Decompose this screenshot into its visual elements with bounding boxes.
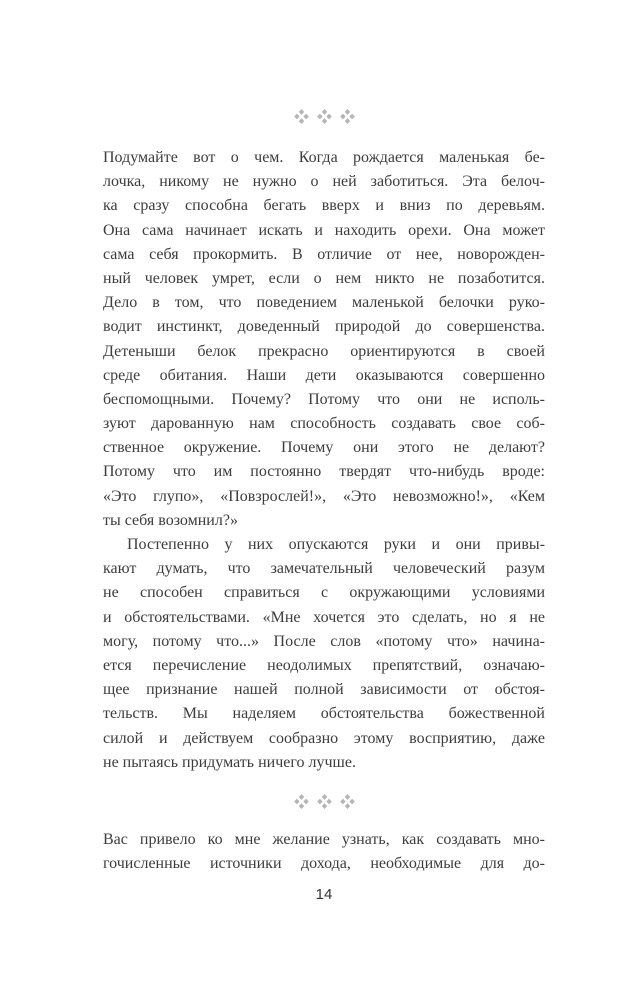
text-line: Постепенно у них опускаются руки и они привы- (127, 536, 545, 553)
diamond-quatrefoil-icon (317, 109, 332, 124)
text-line: не пытаясь придумать ничего лучше. (103, 753, 356, 771)
text-line: ты себя возомнил?» (103, 511, 238, 529)
diamond-quatrefoil-icon (340, 794, 355, 809)
body-paragraph (103, 146, 545, 533)
text-line: Потому что им постоянно твердят что-нибудь вроде: (103, 463, 545, 481)
text-line: гочисленные источники дохода, необходимые для до- (103, 855, 545, 873)
diamond-quatrefoil-icon (294, 109, 309, 124)
text-line: ственное окружение. Почему они этого не делают? (103, 439, 545, 457)
text-line: сама себя прокормить. В отличие от нее, новорожден- (103, 245, 545, 263)
text-line: кают думать, что замечательный человеческий разум (103, 560, 545, 578)
text-line: силой и действуем сообразно этому восприятию, даже (103, 729, 545, 747)
body-paragraph (103, 533, 545, 775)
diamond-quatrefoil-icon (317, 794, 332, 809)
text-line: беспомощными. Почему? Потому что они не исполь- (103, 390, 545, 408)
text-line: могу, потому что...» После слов «потому что» начина- (103, 632, 545, 650)
text-line: зуют дарованную нам способность создавать свое соб- (103, 415, 545, 433)
text-line: Детеныши белок прекрасно ориентируются в своей (103, 342, 545, 360)
text-line: Подумайте вот о чем. Когда рождается маленькая бе- (103, 149, 545, 166)
section-divider-ornament (103, 790, 545, 812)
text-line: Дело в том, что поведением маленькой белочки руко- (103, 294, 545, 312)
text-line: и обстоятельствами. «Мне хочется это сделать, но я не (103, 608, 545, 626)
page-number: 14 (315, 886, 333, 903)
text-line: ный человек умрет, если о нем никто не позаботится. (103, 269, 545, 287)
text-line: Она сама начинает искать и находить орехи. Она может (103, 221, 545, 239)
text-line: водит инстинкт, доведенный природой до совершенства. (103, 318, 545, 336)
text-line: не способен справиться с окружающими условиями (103, 584, 545, 602)
text-line: щее признание нашей полной зависимости от обстоя- (103, 681, 545, 699)
text-line: Вас привело ко мне желание узнать, как создавать мно- (103, 831, 545, 848)
text-line: «Это глупо», «Повзрослей!», «Это невозможно!», «Кем (103, 487, 545, 505)
diamond-quatrefoil-icon (340, 109, 355, 124)
text-line: ется перечисление неодолимых препятствий, означаю- (103, 656, 545, 674)
section-divider-ornament (103, 105, 545, 127)
diamond-quatrefoil-icon (294, 794, 309, 809)
text-line: лочка, никому не нужно о ней заботиться. Эта белоч- (103, 173, 545, 191)
text-line: тельств. Мы наделяем обстоятельства божественной (103, 705, 545, 723)
text-line: ка сразу способна бегать вверх и вниз по деревьям. (103, 197, 545, 215)
text-line: среде обитания. Наши дети оказываются совершенно (103, 366, 545, 384)
body-paragraph (103, 828, 545, 876)
